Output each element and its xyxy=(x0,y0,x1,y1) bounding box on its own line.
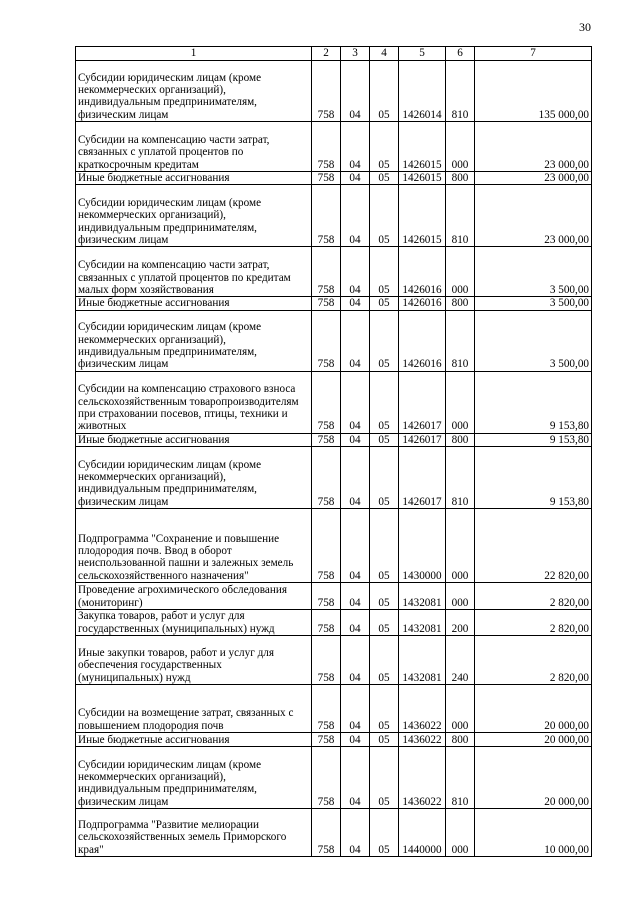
table-row xyxy=(76,446,592,508)
row-col4-cell: 05 xyxy=(370,185,399,247)
row-name-cell: Субсидии на возмещение затрат, связанных с повышением плодородия почв xyxy=(76,684,312,732)
row-col2-cell: 758 xyxy=(312,433,341,446)
table-row xyxy=(76,310,592,371)
row-name-cell: Иные бюджетные ассигнования xyxy=(76,433,312,446)
header-cell-1: 1 xyxy=(76,47,312,61)
header-cell-6: 6 xyxy=(446,47,475,61)
page-number: 30 xyxy=(579,20,591,34)
row-col4-cell: 05 xyxy=(370,310,399,371)
row-sum-cell: 2 820,00 xyxy=(475,582,592,609)
row-col5-cell: 1432081 xyxy=(399,582,446,609)
row-name-cell: Иные бюджетные ассигнования xyxy=(76,172,312,185)
row-col6-cell: 800 xyxy=(446,297,475,310)
row-col3-cell: 04 xyxy=(341,635,370,684)
row-col4-cell: 05 xyxy=(370,247,399,297)
row-col4-cell: 05 xyxy=(370,609,399,635)
row-col3-cell: 04 xyxy=(341,582,370,609)
row-col2-cell: 758 xyxy=(312,172,341,185)
row-sum-cell: 23 000,00 xyxy=(475,122,592,172)
row-col3-cell: 04 xyxy=(341,808,370,856)
row-name-cell: Закупка товаров, работ и услуг для государственных (муниципальных) нужд xyxy=(76,609,312,635)
row-name-cell: Субсидии юридическим лицам (кроме некоммерческих организаций), индивидуальным предпринимателям, физическим лицам xyxy=(76,446,312,508)
row-col6-cell: 000 xyxy=(446,247,475,297)
row-col2-cell: 758 xyxy=(312,122,341,172)
row-col4-cell: 05 xyxy=(370,582,399,609)
row-sum-cell: 3 500,00 xyxy=(475,310,592,371)
row-col5-cell: 1426017 xyxy=(399,433,446,446)
row-col6-cell: 810 xyxy=(446,185,475,247)
row-col2-cell: 758 xyxy=(312,371,341,433)
row-col4-cell: 05 xyxy=(370,122,399,172)
row-sum-cell: 10 000,00 xyxy=(475,808,592,856)
row-col4-cell: 05 xyxy=(370,746,399,808)
row-col2-cell: 758 xyxy=(312,297,341,310)
row-name-cell: Подпрограмма "Сохранение и повышение плодородия почв. Ввод в оборот неиспользованной пашни и залежных земель сельскохозяйственного назначения" xyxy=(76,508,312,582)
row-col5-cell: 1426016 xyxy=(399,310,446,371)
row-col4-cell: 05 xyxy=(370,61,399,122)
table-row xyxy=(76,172,592,185)
row-col6-cell: 000 xyxy=(446,808,475,856)
row-name-cell: Субсидии на компенсацию части затрат, связанных с уплатой процентов по краткосрочным кредитам xyxy=(76,122,312,172)
row-sum-cell: 9 153,80 xyxy=(475,433,592,446)
row-col4-cell: 05 xyxy=(370,684,399,732)
row-col6-cell: 240 xyxy=(446,635,475,684)
row-col2-cell: 758 xyxy=(312,732,341,746)
row-col3-cell: 04 xyxy=(341,732,370,746)
row-col6-cell: 000 xyxy=(446,371,475,433)
table-row xyxy=(76,433,592,446)
row-sum-cell: 3 500,00 xyxy=(475,297,592,310)
row-name-cell: Субсидии юридическим лицам (кроме некоммерческих организаций), индивидуальным предпринимателям, физическим лицам xyxy=(76,746,312,808)
row-col3-cell: 04 xyxy=(341,185,370,247)
row-col4-cell: 05 xyxy=(370,635,399,684)
row-sum-cell: 23 000,00 xyxy=(475,185,592,247)
row-col6-cell: 000 xyxy=(446,684,475,732)
table-row xyxy=(76,185,592,247)
table-row xyxy=(76,732,592,746)
row-col5-cell: 1426015 xyxy=(399,122,446,172)
row-sum-cell: 135 000,00 xyxy=(475,61,592,122)
table-row xyxy=(76,371,592,433)
table-row xyxy=(76,746,592,808)
row-col6-cell: 800 xyxy=(446,732,475,746)
row-col5-cell: 1430000 xyxy=(399,508,446,582)
row-col6-cell: 800 xyxy=(446,172,475,185)
row-name-cell: Субсидии юридическим лицам (кроме некоммерческих организаций), индивидуальным предпринимателям, физическим лицам xyxy=(76,185,312,247)
row-col4-cell: 05 xyxy=(370,433,399,446)
row-col3-cell: 04 xyxy=(341,684,370,732)
table-row xyxy=(76,808,592,856)
table-row xyxy=(76,297,592,310)
row-col4-cell: 05 xyxy=(370,371,399,433)
row-col2-cell: 758 xyxy=(312,446,341,508)
row-col3-cell: 04 xyxy=(341,508,370,582)
row-col5-cell: 1426015 xyxy=(399,185,446,247)
table-row xyxy=(76,122,592,172)
row-sum-cell: 2 820,00 xyxy=(475,635,592,684)
table-row xyxy=(76,684,592,732)
row-col4-cell: 05 xyxy=(370,446,399,508)
row-col5-cell: 1432081 xyxy=(399,635,446,684)
row-col5-cell: 1426017 xyxy=(399,371,446,433)
row-col3-cell: 04 xyxy=(341,172,370,185)
header-cell-5: 5 xyxy=(399,47,446,61)
row-col3-cell: 04 xyxy=(341,310,370,371)
row-col3-cell: 04 xyxy=(341,297,370,310)
table-row xyxy=(76,508,592,582)
row-sum-cell: 20 000,00 xyxy=(475,684,592,732)
row-col5-cell: 1440000 xyxy=(399,808,446,856)
row-sum-cell: 23 000,00 xyxy=(475,172,592,185)
row-sum-cell: 20 000,00 xyxy=(475,746,592,808)
row-col5-cell: 1432081 xyxy=(399,609,446,635)
row-col6-cell: 000 xyxy=(446,508,475,582)
row-col4-cell: 05 xyxy=(370,808,399,856)
row-col6-cell: 810 xyxy=(446,446,475,508)
row-col3-cell: 04 xyxy=(341,371,370,433)
row-col6-cell: 810 xyxy=(446,746,475,808)
row-col2-cell: 758 xyxy=(312,310,341,371)
row-col2-cell: 758 xyxy=(312,185,341,247)
header-cell-3: 3 xyxy=(341,47,370,61)
header-cell-2: 2 xyxy=(312,47,341,61)
row-sum-cell: 20 000,00 xyxy=(475,732,592,746)
row-col4-cell: 05 xyxy=(370,508,399,582)
row-sum-cell: 9 153,80 xyxy=(475,446,592,508)
row-col3-cell: 04 xyxy=(341,446,370,508)
row-col6-cell: 000 xyxy=(446,122,475,172)
row-col3-cell: 04 xyxy=(341,746,370,808)
row-sum-cell: 3 500,00 xyxy=(475,247,592,297)
row-col2-cell: 758 xyxy=(312,609,341,635)
row-name-cell: Иные закупки товаров, работ и услуг для обеспечения государственных (муниципальных) нужд xyxy=(76,635,312,684)
table-row xyxy=(76,635,592,684)
row-col3-cell: 04 xyxy=(341,247,370,297)
row-name-cell: Проведение агрохимического обследования (мониторинг) xyxy=(76,582,312,609)
row-col6-cell: 810 xyxy=(446,310,475,371)
row-col5-cell: 1426014 xyxy=(399,61,446,122)
row-name-cell: Подпрограмма "Развитие мелиорации сельскохозяйственных земель Приморского края" xyxy=(76,808,312,856)
table-row xyxy=(76,582,592,609)
row-col5-cell: 1426015 xyxy=(399,172,446,185)
row-col3-cell: 04 xyxy=(341,609,370,635)
row-col4-cell: 05 xyxy=(370,297,399,310)
header-cell-4: 4 xyxy=(370,47,399,61)
header-cell-7: 7 xyxy=(475,47,592,61)
row-col4-cell: 05 xyxy=(370,732,399,746)
budget-table xyxy=(75,46,592,857)
row-col2-cell: 758 xyxy=(312,61,341,122)
table-row xyxy=(76,609,592,635)
row-col2-cell: 758 xyxy=(312,746,341,808)
row-col2-cell: 758 xyxy=(312,808,341,856)
row-name-cell: Субсидии на компенсацию страхового взноса сельскохозяйственным товаропроизводителям при страховании посевов, птицы, техники и животных xyxy=(76,371,312,433)
row-col5-cell: 1426016 xyxy=(399,247,446,297)
row-col3-cell: 04 xyxy=(341,61,370,122)
row-col2-cell: 758 xyxy=(312,635,341,684)
table-row xyxy=(76,61,592,122)
row-sum-cell: 22 820,00 xyxy=(475,508,592,582)
row-col6-cell: 800 xyxy=(446,433,475,446)
row-col5-cell: 1426017 xyxy=(399,446,446,508)
row-col2-cell: 758 xyxy=(312,582,341,609)
row-name-cell: Иные бюджетные ассигнования xyxy=(76,732,312,746)
row-col5-cell: 1426016 xyxy=(399,297,446,310)
row-col5-cell: 1436022 xyxy=(399,746,446,808)
row-col2-cell: 758 xyxy=(312,684,341,732)
row-col6-cell: 000 xyxy=(446,582,475,609)
row-col2-cell: 758 xyxy=(312,508,341,582)
row-col3-cell: 04 xyxy=(341,122,370,172)
header-row xyxy=(76,47,592,61)
row-sum-cell: 2 820,00 xyxy=(475,609,592,635)
table-row xyxy=(76,247,592,297)
row-col5-cell: 1436022 xyxy=(399,732,446,746)
row-name-cell: Субсидии на компенсацию части затрат, связанных с уплатой процентов по кредитам малых форм хозяйствования xyxy=(76,247,312,297)
row-col5-cell: 1436022 xyxy=(399,684,446,732)
row-col6-cell: 200 xyxy=(446,609,475,635)
row-col6-cell: 810 xyxy=(446,61,475,122)
row-col3-cell: 04 xyxy=(341,433,370,446)
row-col2-cell: 758 xyxy=(312,247,341,297)
row-name-cell: Субсидии юридическим лицам (кроме некоммерческих организаций), индивидуальным предпринимателям, физическим лицам xyxy=(76,310,312,371)
row-name-cell: Субсидии юридическим лицам (кроме некоммерческих организаций), индивидуальным предпринимателям, физическим лицам xyxy=(76,61,312,122)
row-col4-cell: 05 xyxy=(370,172,399,185)
row-name-cell: Иные бюджетные ассигнования xyxy=(76,297,312,310)
budget-table-body xyxy=(76,47,592,857)
row-sum-cell: 9 153,80 xyxy=(475,371,592,433)
